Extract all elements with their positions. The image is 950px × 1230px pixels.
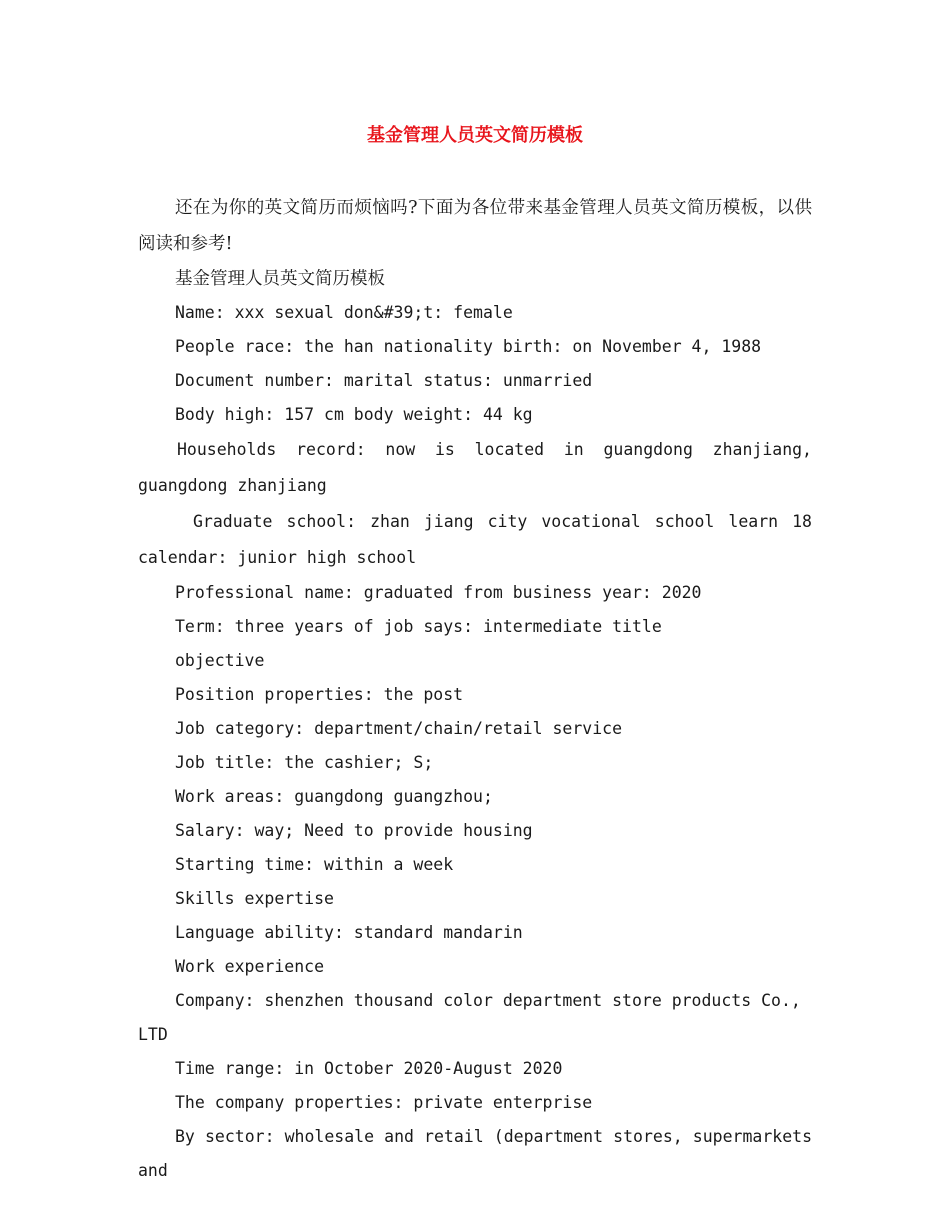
resume-line-sector: By sector: wholesale and retail (department stores, supermarkets and [138, 1127, 812, 1180]
resume-line-height-weight: Body high: 157 cm body weight: 44 kg [175, 405, 533, 424]
resume-line-position: Position properties: the post [175, 685, 464, 704]
resume-line-term: Term: three years of job says: intermediate title [175, 617, 662, 636]
resume-line-time-range: Time range: in October 2020-August 2020 [175, 1059, 563, 1078]
intro-paragraph: 还在为你的英文简历而烦恼吗?下面为各位带来基金管理人员英文简历模板，以供阅读和参考! [138, 198, 812, 254]
resume-line-race-birth: People race: the han nationality birth: on November 4, 1988 [175, 337, 762, 356]
resume-line-name: Name: xxx sexual don&#39;t: female [175, 303, 513, 322]
section-work-experience: Work experience [175, 957, 325, 976]
resume-line-company: Company: shenzhen thousand color department store products Co., LTD [138, 991, 801, 1044]
resume-line-job-category: Job category: department/chain/retail service [175, 719, 623, 738]
resume-line-language: Language ability: standard mandarin [175, 923, 523, 942]
section-objective: objective [175, 651, 265, 670]
resume-line-graduate-school: Graduate school: zhan jiang city vocational school learn 18 calendar: junior high school [138, 512, 812, 567]
resume-line-work-areas: Work areas: guangdong guangzhou; [175, 787, 493, 806]
document-title: 基金管理人员英文简历模板 [367, 125, 583, 146]
document-body [138, 190, 812, 1188]
resume-line-document-marital: Document number: marital status: unmarried [175, 371, 593, 390]
resume-line-job-title: Job title: the cashier; S; [175, 753, 434, 772]
section-heading: 基金管理人员英文简历模板 [175, 269, 385, 289]
section-skills: Skills expertise [175, 889, 334, 908]
resume-line-households: Households record: now is located in guangdong zhanjiang, guangdong zhanjiang [138, 440, 812, 495]
resume-line-salary: Salary: way; Need to provide housing [175, 821, 533, 840]
resume-line-company-properties: The company properties: private enterprise [175, 1093, 593, 1112]
resume-line-starting-time: Starting time: within a week [175, 855, 454, 874]
resume-line-professional: Professional name: graduated from business year: 2020 [175, 583, 702, 602]
